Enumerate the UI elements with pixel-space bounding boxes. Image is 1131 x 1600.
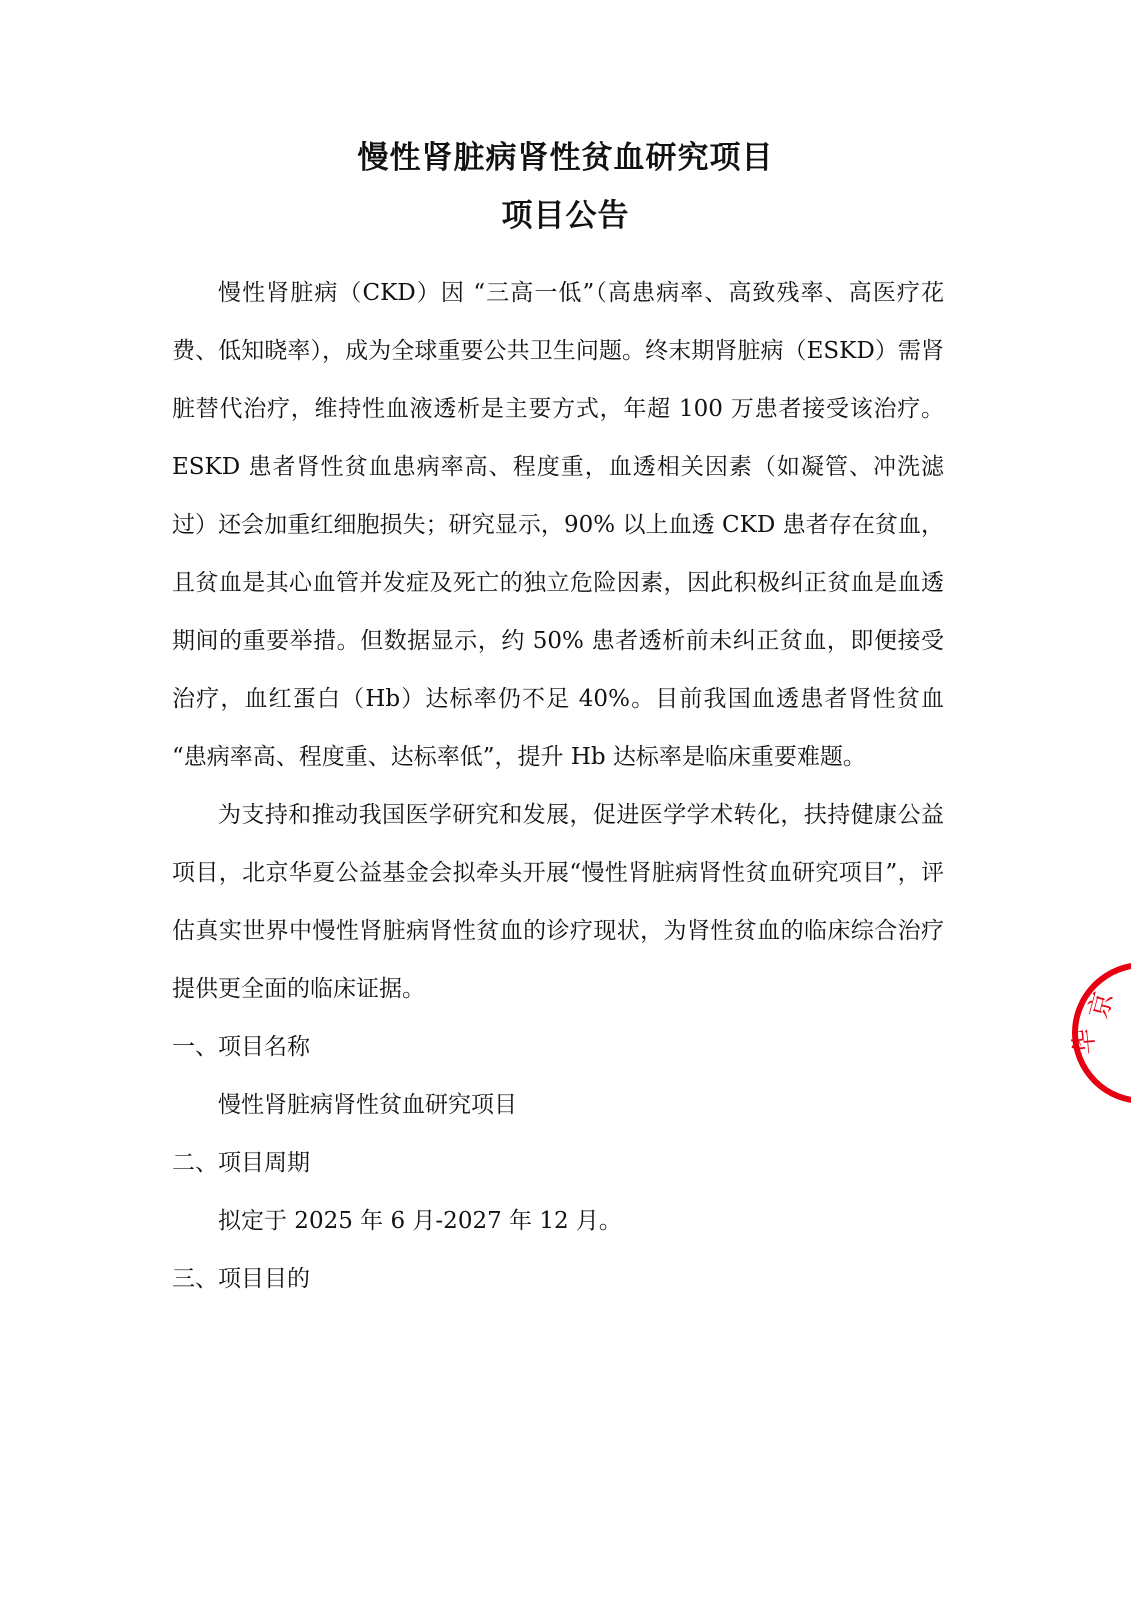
document-subtitle: 项目公告 xyxy=(501,198,630,234)
intro-paragraph: 慢性肾脏病（CKD）因 “三高一低”（高患病率、高致残率、高医疗花费、低知晓率），成为全球重要公共卫生问题。终末期肾脏病（ESKD）需肾脏替代治疗，维持性血液透析是主要方式，年超 100 万患者接受该治疗。ESKD 患者肾性贫血患病率高、程度重，血透相关因素（如凝管、冲洗滤过）还会加重红细胞损失；研究显示，90% 以上血透 CKD 患者存在贫血，且贫血是其心血管并发症及死亡的独立危险因素，因此积极纠正贫血是血透期间的重要举措。但数据显示，约 50% 患者透析前未纠正贫血，即便接受治疗，血红蛋白（Hb）达标率仍不足 40%。目前我国血透患者肾性贫血 “患病率高、程度重、达标率低”，提升 Hb 达标率是临床重要难题。 xyxy=(172,280,944,770)
section-heading-purpose: 三、项目目的 xyxy=(172,1266,310,1292)
purpose-paragraph: 为支持和推动我国医学研究和发展，促进医学学术转化，扶持健康公益项目，北京华夏公益基金会拟牵头开展“慢性肾脏病肾性贫血研究项目”，评估真实世界中慢性肾脏病肾性贫血的诊疗现状，为肾性贫血的临床综合治疗提供更全面的临床证据。 xyxy=(172,802,944,1002)
section-heading-period: 二、项目周期 xyxy=(172,1150,310,1176)
project-period-text: 拟定于 2025 年 6 月-2027 年 12 月。 xyxy=(218,1208,622,1234)
section-heading-name: 一、项目名称 xyxy=(172,1034,310,1060)
svg-text:华: 华 xyxy=(1068,1027,1101,1057)
document-body xyxy=(172,264,944,1308)
official-seal-stamp xyxy=(1068,958,1131,1108)
project-name-text: 慢性肾脏病肾性贫血研究项目 xyxy=(218,1092,517,1118)
svg-text:京: 京 xyxy=(1083,988,1120,1022)
document-title: 慢性肾脏病肾性贫血研究项目 xyxy=(357,140,774,176)
